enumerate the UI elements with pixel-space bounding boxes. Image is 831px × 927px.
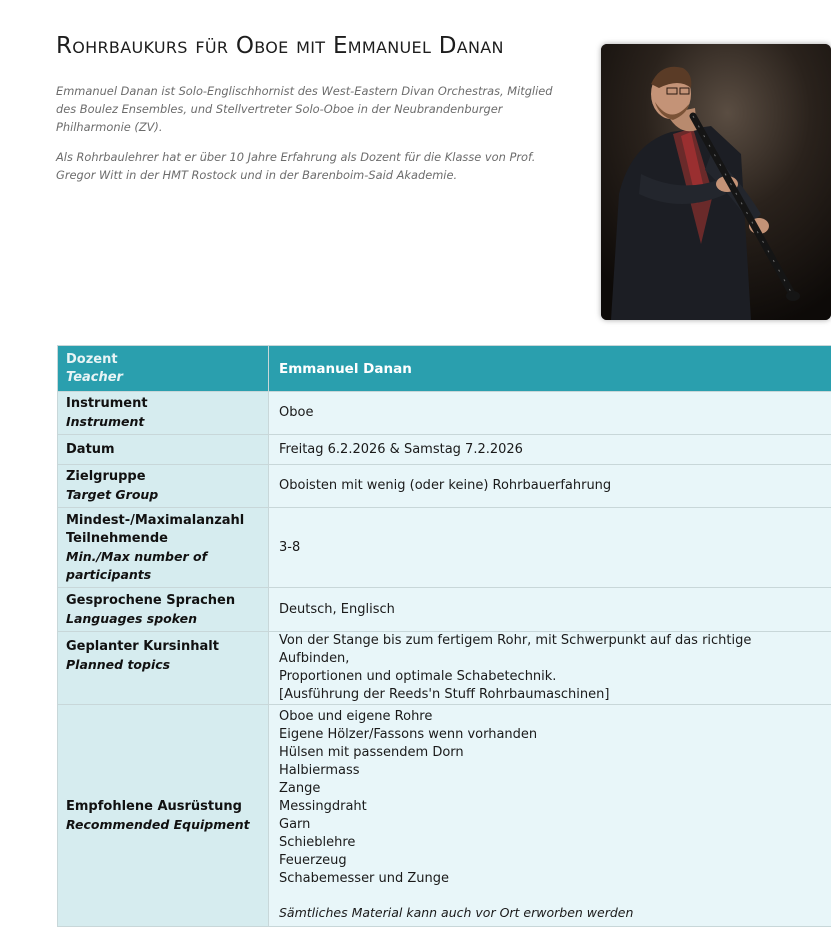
- instrument-label-de: Instrument: [66, 395, 260, 413]
- intro-paragraph-bio: Emmanuel Danan ist Solo-Englischhornist des West-Eastern Divan Orchestras, Mitglied des Boulez Ensembles, und Stellvertreter Solo-Oboe in der Neubrandenburger Philharmonie (ZV).: [56, 82, 566, 136]
- instrument-label-en: Instrument: [66, 413, 260, 431]
- equipment-item: Garn: [279, 816, 823, 834]
- topics-label-de: Geplanter Kursinhalt: [66, 638, 260, 656]
- table-row-date: [58, 435, 831, 465]
- participants-label-cell: [58, 508, 269, 588]
- date-label-de: Datum: [66, 441, 260, 459]
- topics-line: Von der Stange bis zum fertigem Rohr, mit Schwerpunkt auf das richtige Aufbinden,: [279, 632, 823, 668]
- topics-value: [269, 632, 831, 705]
- equipment-item: Hülsen mit passendem Dorn: [279, 744, 823, 762]
- teacher-photo: [601, 44, 831, 320]
- instrument-value: Oboe: [269, 392, 831, 435]
- table-row-instrument: [58, 392, 831, 435]
- equipment-list: [279, 708, 823, 888]
- target-group-label-en: Target Group: [66, 486, 260, 504]
- date-label-cell: [58, 435, 269, 465]
- date-value: Freitag 6.2.2026 & Samstag 7.2.2026: [269, 435, 831, 465]
- table-row-target-group: [58, 465, 831, 508]
- equipment-item: Schabemesser und Zunge: [279, 870, 823, 888]
- equipment-label-cell: [58, 705, 269, 927]
- teacher-label-en: Teacher: [66, 369, 260, 387]
- equipment-label-de: Empfohlene Ausrüstung: [66, 798, 260, 816]
- table-row-languages: [58, 588, 831, 632]
- topics-line: [Ausführung der Reeds'n Stuff Rohrbaumaschinen]: [279, 686, 823, 704]
- participants-value: 3-8: [269, 508, 831, 588]
- languages-label-de: Gesprochene Sprachen: [66, 592, 260, 610]
- equipment-item: Messingdraht: [279, 798, 823, 816]
- teacher-label-de: Dozent: [66, 351, 260, 369]
- table-row-equipment: [58, 705, 831, 927]
- equipment-item: Feuerzeug: [279, 852, 823, 870]
- intro-text: [56, 82, 566, 196]
- intro-paragraph-experience: Als Rohrbaulehrer hat er über 10 Jahre Erfahrung als Dozent für die Klasse von Prof. Gregor Witt in der HMT Rostock und in der Barenboim-Said Akademie.: [56, 148, 566, 184]
- equipment-value: [269, 705, 831, 927]
- table-row-participants: [58, 508, 831, 588]
- target-group-value: Oboisten mit wenig (oder keine) Rohrbauerfahrung: [269, 465, 831, 508]
- table-row-topics: [58, 632, 831, 705]
- languages-label-cell: [58, 588, 269, 632]
- course-info-table: [57, 345, 831, 927]
- teacher-label-cell: [58, 346, 269, 392]
- languages-label-en: Languages spoken: [66, 610, 260, 628]
- target-group-label-cell: [58, 465, 269, 508]
- teacher-photo-illustration: [601, 44, 831, 320]
- topics-label-en: Planned topics: [66, 656, 260, 674]
- instrument-label-cell: [58, 392, 269, 435]
- equipment-item: Halbiermass: [279, 762, 823, 780]
- topics-label-cell: [58, 632, 269, 705]
- teacher-value: Emmanuel Danan: [269, 346, 831, 392]
- equipment-item: Eigene Hölzer/Fassons wenn vorhanden: [279, 726, 823, 744]
- table-row-teacher: [58, 346, 831, 392]
- participants-label-de: Mindest-/Maximalanzahl Teilnehmende: [66, 512, 260, 548]
- equipment-note: Sämtliches Material kann auch vor Ort erworben werden: [279, 904, 823, 922]
- participants-label-en: Min./Max number of participants: [66, 548, 260, 584]
- equipment-item: Schieblehre: [279, 834, 823, 852]
- equipment-label-en: Recommended Equipment: [66, 816, 260, 834]
- topics-line: Proportionen und optimale Schabetechnik.: [279, 668, 823, 686]
- equipment-item: Zange: [279, 780, 823, 798]
- languages-value: Deutsch, Englisch: [269, 588, 831, 632]
- page-title: Rohrbaukurs für Oboe mit Emmanuel Danan: [56, 33, 504, 59]
- target-group-label-de: Zielgruppe: [66, 468, 260, 486]
- equipment-item: Oboe und eigene Rohre: [279, 708, 823, 726]
